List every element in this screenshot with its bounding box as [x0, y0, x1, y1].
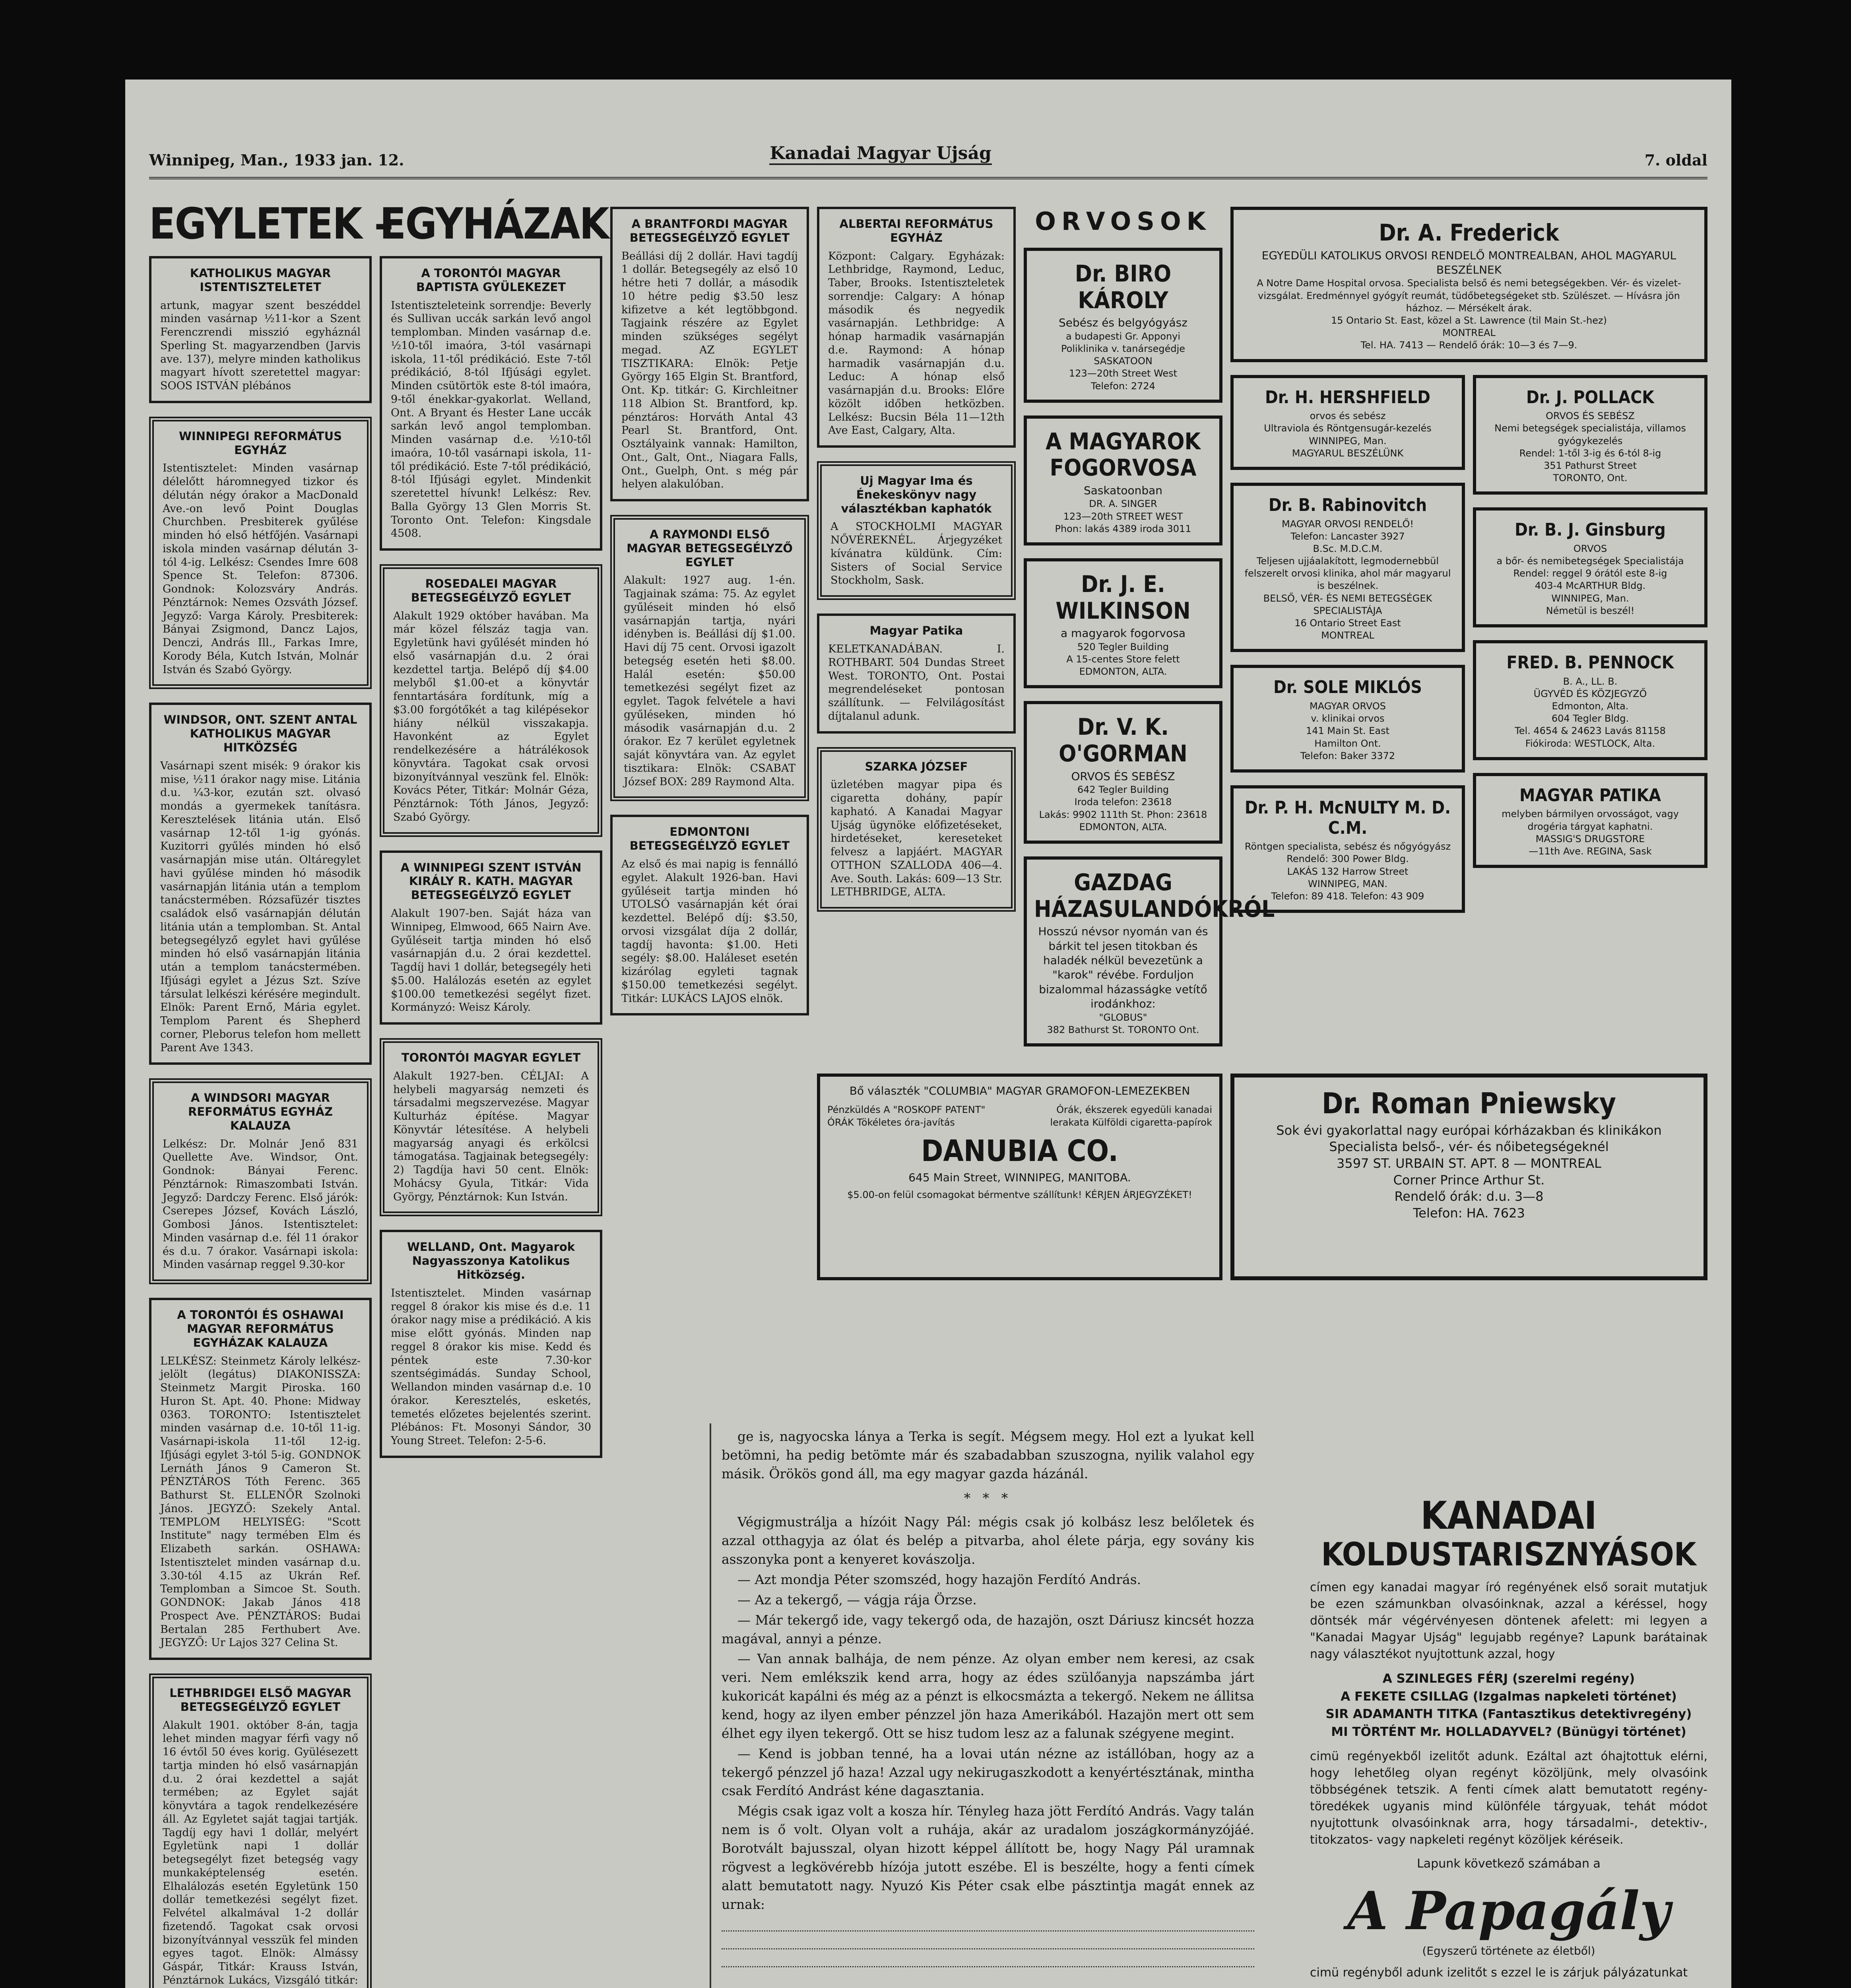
- frederick-ad-slot: [1230, 207, 1707, 362]
- story-paragraph: Mégis csak igaz volt a kosza hír. Tényleg haza jött Ferdító András. Vagy talán nem is ő volt. Olyan volt a ruhája, akár az uradalom joszágkormányzójáé. Borotvált bajusszal, olyan hizott képpel állított be, hogy Nagy Pál uramnak rögvest a legkövérebb hízója jutott eszébe. El is beszélte, hogy a fenti címek alatt bemutatott nagy. Nyuzó Kis Péter csak elbe pásztintja magát ennek az urnak:: [722, 1803, 1254, 1912]
- ad-line: 604 Tegler Bldg.: [1551, 713, 1629, 724]
- ad-name: Dr. J. E. WILKINSON: [1055, 571, 1191, 624]
- section-title-right: EGYHÁZAK: [380, 199, 609, 249]
- notice-box: [817, 461, 1016, 600]
- notice-body: Alakult 1927-ben. CÉLJAI: A helybeli magyarság nemzeti és társadalmi megszervezése. Magyar Kulturház építése. Magyar Könyvtár létesítése. A helybeli magyarság anyagi és erkölcsi támogatása. Tagjainak betegsegély: 2) Tagdíja havi 50 cent. Elnök: Mohácsy Gyula, Titkár: Vida György, Pénztárnok: Kun István.: [393, 1070, 589, 1203]
- ad-line: Telefon: Baker 3372: [1300, 750, 1395, 761]
- notice-title: LETHBRIDGEI ELSŐ MAGYAR BETEGSEGÉLYZŐ EGYLET: [169, 1686, 351, 1714]
- novel-title: MI TÖRTÉNT Mr. HOLLADAYVEL? (Bünügyi történet): [1331, 1725, 1686, 1740]
- doctor-ad: [1024, 701, 1222, 844]
- column-3-blocks: [610, 207, 809, 1015]
- ad-line: Röntgen specialista, sebész és nőgyógyász: [1244, 841, 1451, 852]
- ad-name: Dr. P. H. McNULTY M. D. C.M.: [1244, 797, 1451, 838]
- section-title-left: EGYLETEK –: [149, 199, 393, 249]
- pniewsky-line: 3597 ST. URBAIN ST. APT. 8 — MONTREAL: [1337, 1155, 1601, 1171]
- notice-title: Magyar Patika: [869, 624, 963, 638]
- notice-title: EDMONTONI BETEGSEGÉLYZŐ EGYLET: [629, 825, 790, 853]
- section-stars: * * *: [964, 1490, 1012, 1506]
- notice-body: Beállási díj 2 dollár. Havi tagdíj 1 dollár. Betegsegély az első 10 hétre heti 7 dollár, a második 10 hétre pedig $3.50 lesz kifizetve a két legtöbbgond. Tagjaink részére az Egylet minden szükséges segélyt megad. AZ EGYLET TISZTIKARA: Elnök: Petje György 165 Elgin St. Brantford, Ont. Kp. titkár: G. Kirchleitner 118 Albion St. Brantford, kp. pénztáros: Horváth Antal 43 Pearl St. Brantford, Ont. Osztályaink vannak: Hamilton, Ont., Galt, Ont., Niagara Falls, Ont., Guelph, Ont. s még pár helyen alakulóban.: [621, 250, 798, 491]
- doctor-ad: [1230, 665, 1465, 773]
- notice-body: Központ: Calgary. Egyházak: Lethbridge, Raymond, Leduc, Taber, Brooks. Istentiszteletek sorrendje: Calgary: A hónap második és negyedik vasárnapján. Lethbridge: A hónap harmadik vasárnapján d.e. Raymond: A hónap harmadik vasárnapján d.u. Leduc: A hónap első vasárnapján d.u. Brooks: Előre közölt időben hetközben. Lelkész: Bucsin Béla 11—12th Ave East, Calgary, Alta.: [828, 250, 1005, 437]
- doctor-ad: [1024, 248, 1222, 403]
- dotted-line: [722, 1918, 1254, 1932]
- doctor-ad: [1024, 558, 1222, 688]
- story-body: [722, 1427, 1254, 1914]
- notice-box: [817, 207, 1016, 448]
- ad-name: GAZDAG HÁZASULANDÓKRÓL: [1034, 868, 1275, 922]
- notice-body: Vasárnapi szent misék: 9 órakor kis mise, ½11 órakor nagy mise. Litánia d.u. ¼3-kor, ezután szt. olvasó mondás a gyermekek tanításra. Keresztelések litánia után. Első vasárnap 12-től 1-ig gyónás. Kuzitorri gyűlés minden hó első vasárnapján mise után. Oltáregylet havi gyűlése minden hó második vasárnapján litánia után a templom tanácstermében. Rózsafüzér tisztes családok első vasárnapján délután litánia után a templomban. St. Antal betegsegélyző egylet havi gyűlése minden hó első vasárnapján litánia után a templom tanácstermében. Ifjúsági egylet a Jézus Szt. Szíve társulat lelkészi kérésére megindult. Elnök: Parent Ernő, Mária egylet. Templom Parent és Shepherd corner, Pleborus telefon hom mellett Parent Ave 1343.: [160, 759, 361, 1054]
- column-5: [1024, 207, 1275, 1059]
- column-5-ads: [1024, 248, 1275, 1046]
- ad-line: 16 Ontario Street East: [1294, 617, 1401, 629]
- promo-title-2: KOLDUSTARISZNYÁSOK: [1321, 1536, 1696, 1573]
- column-2-blocks: [380, 256, 602, 1458]
- danubia-name: DANUBIA CO.: [921, 1134, 1118, 1168]
- ad-line: Tel. HA. 7413 — Rendelő órák: 10—3 és 7—9.: [1360, 340, 1577, 351]
- danubia-left: Pénzküldés A "ROSKOPF PATENT" ÓRÁK Tökéletes óra-javítás: [827, 1104, 986, 1128]
- story-paragraph: — Van annak balhája, de nem pénze. Az olyan ember nem keresi, az csak veri. Nem emlékszik kend arra, hogy az édes szülőanyja napszámba járt kukoricát kapálni és még az a pénzt is elkocsmázta a tekergő. Nekem ne állitsa kend, hogy az ilyen ember pénzzel jön haza Amerikából. Hazajön mert ott sem élhet egy ilyen tekergő. Ott se hisz tudom lesz az a falunak szégyene megint.: [722, 1651, 1254, 1741]
- ad-line: Telefon: 89 418. Telefon: 43 909: [1271, 890, 1424, 902]
- ad-line: MASSIG'S DRUGSTORE: [1535, 833, 1645, 845]
- ad-line: Sebész és belgyógyász: [1059, 316, 1187, 330]
- story-paragraph: — Kend is jobban tenné, ha a lovai után nézne az istállóban, hogy az a tekergő pénzzel jő haza! Azzal ugy nekirugaszkodott a kenyértésztának, mintha csak Ferdító Andrást kéne dagasztania.: [722, 1745, 1254, 1799]
- promo-title-1: KANADAI: [1420, 1493, 1597, 1538]
- pniewsky-line: Corner Prince Arthur St.: [1393, 1172, 1545, 1188]
- ad-line: B.Sc. M.D.C.M.: [1313, 543, 1383, 554]
- ad-line: ORVOS ÉS SEBÉSZ: [1071, 769, 1175, 783]
- notice-box: [610, 207, 809, 501]
- story-paragraph: — Azt mondja Péter szomszéd, hogy hazajön Ferdító András.: [737, 1572, 1141, 1588]
- serial-story: [722, 1427, 1254, 1971]
- danubia-footer: $5.00-on felül csomagokat bérmentve szállítunk! KÉRJEN ÁRJEGYZÉKET!: [847, 1189, 1192, 1201]
- notice-body: LELKÉSZ: Steinmetz Károly lelkész-jelölt (legátus) DIAKONISSZA: Steinmetz Margit Piroska. 160 Huron St. Apt. 40. Phone: Midway 0363. TORONTO: Istentisztelet minden vasárnap d.e. 10-től 11-ig. Vasárnapi-iskola 11-től 12-ig. Ifjúsági egylet 3-tól 5-ig. GONDNOK Lernáth János 9 Cameron St. PÉNZTÁROS Tóth Ferenc. 365 Bathurst St. ELLENŐR Szolnoki János. JEGYZŐ: Szekely Antal. TEMPLOM HELYISÉG: "Scott Institute" nagy termében Elm és Elizabeth sarkán. OSHAWA: Istentisztelet minden vasárnap d.u. 3.30-tól 4.15 az Ukrán Ref. Templomban a Simcoe St. South. GONDNOK: Jakab János 418 Prospect Ave. PÉNZTÁROS: Budai Bertalan 285 Ferthubert Ave. JEGYZŐ: Ur Lajos 327 Celina St.: [160, 1355, 361, 1649]
- column-3: [610, 207, 809, 1029]
- notice-title: ALBERTAI REFORMÁTUS EGYHÁZ: [839, 217, 993, 245]
- notice-box: [149, 256, 372, 403]
- novel-list: [1310, 1670, 1707, 1741]
- notice-box: [817, 613, 1016, 733]
- ad-name: Dr. H. HERSHFIELD: [1265, 387, 1431, 408]
- ad-line: a bőr- és nemibetegségek Specialistája: [1496, 555, 1684, 567]
- notice-title: Uj Magyar Ima és Énekeskönyv nagy választékban kaphatók: [841, 474, 992, 515]
- notice-title: ROSEDALEI MAGYAR BETEGSEGÉLYZŐ EGYLET: [411, 577, 571, 604]
- column-1: [149, 199, 393, 1988]
- ad-line: MAGYAR ORVOSI RENDELŐ!: [1281, 518, 1414, 530]
- ad-line: EDMONTON, ALTA.: [1079, 821, 1167, 833]
- ad-line: TORONTO, Ont.: [1553, 472, 1628, 484]
- ad-line: SASKATOON: [1094, 355, 1153, 367]
- ad-line: LAKÁS 132 Harrow Street: [1287, 866, 1409, 877]
- column-6-right: [1473, 375, 1707, 926]
- column-2: [380, 199, 609, 1472]
- ad-line: Hosszú névsor nyomán van és bárkit tel jesen titokban és haladék nélkül bevezetünk a "karok" révébe. Forduljon bizalommal házasságke vetítő irodánkhoz:: [1038, 925, 1208, 1011]
- column-6: [1230, 207, 1707, 926]
- ad-line: a magyarok fogorvosa: [1061, 627, 1185, 640]
- pniewsky-line: Specialista belső-, vér- és nőibetegségeknél: [1329, 1139, 1609, 1155]
- ad-line: Teljesen ujjáalakított, legmodernebbül felszerelt orvosi klinika, ahol már magyarul is beszélnek.: [1244, 555, 1451, 592]
- notice-title: WINDSOR, ONT. SZENT ANTAL KATHOLIKUS MAGYAR HITKÖZSÉG: [163, 713, 357, 755]
- notice-title: SZARKA JÓZSEF: [865, 759, 968, 773]
- ad-line: Tel. 4654 & 24623 Lavás 81158: [1515, 725, 1666, 737]
- ad-line: Rendel: 1-től 3-ig és 6-tól 8-ig: [1519, 447, 1661, 459]
- notice-title: A TORONTÓI ÉS OSHAWAI MAGYAR REFORMÁTUS EGYHÁZAK KALAUZA: [177, 1308, 344, 1349]
- doctor-ad: [1473, 640, 1707, 760]
- notice-box: [380, 256, 602, 551]
- notice-body: Alakult 1907-ben. Saját háza van Winnipeg, Elmwood, 665 Nairn Ave. Gyűléseit tartja minden hó első vasárnapján d.u. 2 órai kezdettel. Tagdíj havi 1 dollár, betegsegély heti $5.00. Halálozás esetén az egylet $100.00 temetkezési segélyt fizet. Kormányzó: Weisz Károly.: [391, 907, 591, 1014]
- doctor-ad: [1473, 507, 1707, 627]
- ad-line: WINNIPEG, Man.: [1551, 592, 1629, 604]
- ad-line: MAGYAR ORVOS: [1310, 701, 1386, 712]
- notice-title: A WINDSORI MAGYAR REFORMÁTUS EGYHÁZ KALAUZA: [188, 1091, 333, 1132]
- notice-title: WINNIPEGI REFORMÁTUS EGYHÁZ: [179, 429, 342, 457]
- notice-box: [149, 1298, 372, 1660]
- notice-title: KATHOLIKUS MAGYAR ISTENTISZTELETET: [190, 266, 331, 294]
- promo-next: Lapunk következő számában a: [1417, 1857, 1601, 1871]
- ad-line: 351 Pathurst Street: [1544, 460, 1637, 471]
- doctor-ad: [1473, 375, 1707, 495]
- ad-line: DR. A. SINGER: [1089, 498, 1157, 510]
- danubia-right: Órák, ékszerek egyedüli kanadai lerakata Külföldi cigaretta-papírok: [1050, 1104, 1212, 1128]
- ad-line: Edmonton, Alta.: [1552, 701, 1629, 712]
- ad-line: melyben bármilyen orvosságot, vagy drogéria tárgyat kaphatni.: [1502, 808, 1679, 832]
- ad-line: Nemi betegségek specialistája, villamos gyógykezelés: [1494, 423, 1686, 447]
- ad-line: Poliklinika v. tanársegédje: [1061, 343, 1185, 354]
- column-1-blocks: [149, 256, 372, 1988]
- column-6-left: [1230, 375, 1465, 926]
- doctor-ad: [1024, 415, 1222, 546]
- page-header: [149, 143, 1707, 175]
- ad-line: 123—20th Street West: [1069, 368, 1178, 379]
- notice-title: A WINNIPEGI SZENT ISTVÁN KIRÁLY R. KATH. MAGYAR BETEGSEGÉLYZŐ EGYLET: [400, 860, 582, 902]
- novel-promo: [1310, 1495, 1707, 1988]
- pniewsky-name: Dr. Roman Pniewsky: [1321, 1087, 1616, 1120]
- ad-line: Hamilton Ont.: [1314, 738, 1381, 749]
- danubia-top: Bő választék "COLUMBIA" MAGYAR GRAMOFON-LEMEZEKBEN: [849, 1084, 1190, 1097]
- novel-title: A FEKETE CSILLAG (Izgalmas napkeleti történet): [1341, 1689, 1677, 1704]
- ad-line: Saskatoonban: [1083, 484, 1163, 497]
- doctor-ad: [1230, 207, 1707, 362]
- ad-name: FRED. B. PENNOCK: [1506, 652, 1674, 673]
- column-4: [817, 207, 1016, 925]
- ad-line: MONTREAL: [1442, 327, 1496, 339]
- notice-box: [149, 1673, 372, 1988]
- ad-line: 141 Main St. East: [1306, 725, 1390, 737]
- ad-line: Telefon: 2724: [1091, 380, 1155, 392]
- pniewsky-ad: [1230, 1074, 1707, 1280]
- doctor-ad: [1230, 785, 1465, 913]
- story-paragraph: — Már tekergő ide, vagy tekergő oda, de hazajön, oszt Dáriusz kincsét hozza magával, annyi a pénze.: [722, 1612, 1254, 1646]
- ad-line: EGYEDÜLI KATOLIKUS ORVOSI RENDELŐ MONTREALBAN, AHOL MAGYARUL BESZÉLNEK: [1261, 248, 1676, 277]
- ad-line: Telefon: Lancaster 3927: [1290, 530, 1405, 542]
- ad-name: Dr. SOLE MIKLÓS: [1273, 677, 1422, 698]
- dotted-line: [722, 1953, 1254, 1967]
- ad-name: Dr. A. Frederick: [1379, 219, 1559, 246]
- notice-box: [149, 1078, 372, 1284]
- page-number: 7. oldal: [1644, 151, 1707, 169]
- notice-body: Lelkész: Dr. Molnár Jenő 831 Quellette Ave. Windsor, Ont. Gondnok: Bányai Ferenc. Pénztárnok: Rimaszombati István. Jegyző: Dardczy Ferenc. Első járók: Cserepes József, Kovách László, Gombosi János. Istentisztelet: Minden vasárnap d.e. fél 11 órakor és d.u. 7 órakor. Vasárnapi iskola: Minden vasárnap reggel 9.30-kor: [163, 1138, 358, 1271]
- ad-line: BELSŐ, VÉR- ÉS NEMI BETEGSÉGEK SPECIALISTÁJA: [1263, 592, 1432, 616]
- ad-line: WINNIPEG, MAN.: [1308, 878, 1387, 889]
- notice-box: [380, 1038, 602, 1216]
- promo-intro: címen egy kanadai magyar író regényének első sorait mutatjuk be ezen számunkban olvasóinknak, azzal a kéréssel, hogy döntsék már végérvényesen döntenek afelett: mi legyen a "Kanadai Magyar Ujság" legujabb regénye? Lapunk barátainak nagy választékot nyujtottunk azzal, hogy: [1310, 1580, 1707, 1661]
- notice-body: Alakult 1901. október 8-án, tagja lehet minden magyar férfi vagy nő 16 évtől 50 éves korig. Gyülésezett tartja minden hó első vasárnapján d.u. 2 órai kezdettel a saját termében; az Egylet saját könyvtára a tagok rendelkezésére áll. Az Egyletet saját tagjai tartják. Tagdíj egy havi 1 dollár, melyért Egyletünk napi 1 dollár betegsegélyt fizet betegség vagy munkaképtelenség esetén. Elhalálozás esetén Egyletünk 150 dollár temetkezési segélyt fizet. Felvétel alkalmával 1-2 dollár fizetendő. Tagokat csak orvosi bizonyítvánnyal vesszük fel minden egyes tagot. Elnök: Almássy Gáspár, Titkár: Krauss István, Pénztárnok Lukács, Vizsgáló titkár:: [163, 1719, 358, 1986]
- ad-line: Rendelő: 300 Power Bldg.: [1286, 853, 1409, 865]
- ad-line: "GLOBUS": [1099, 1011, 1147, 1023]
- ad-line: Németül is beszél!: [1546, 605, 1635, 616]
- promo-body: cimü regényekből izelitőt adunk. Ezáltal azt óhajtottuk elérni, hogy lehetőleg olyan regényt közöljünk, mely olvasóink többségének tetszik. A fenti címek alatt bemutatott regény-töredékek ugyanis mind különféle tárgyuak, tehát módot nyujtottunk olvasóinknak arra, hogy társadalmi-, detektiv-, titokzatos- vagy napkeleti regényt közöljek kéréseik.: [1310, 1749, 1707, 1847]
- newspaper-page: [125, 80, 1731, 1988]
- orvosok-heading: ORVOSOK: [1035, 207, 1211, 236]
- danubia-ad: [817, 1074, 1222, 1280]
- notice-title: A BRANTFORDI MAGYAR BETEGSEGÉLYZŐ EGYLET: [629, 217, 790, 245]
- ad-line: Fiókiroda: WESTLOCK, Alta.: [1525, 738, 1655, 749]
- notice-title: TORONTÓI MAGYAR EGYLET: [401, 1051, 581, 1065]
- pniewsky-line: Telefon: HA. 7623: [1413, 1205, 1525, 1221]
- ad-line: ORVOS: [1573, 543, 1607, 554]
- ad-line: 123—20th STREET WEST: [1063, 511, 1183, 522]
- notice-title: A TORONTÓI MAGYAR BAPTISTA GYÜLEKEZET: [416, 266, 566, 294]
- doctor-ad: [1230, 375, 1465, 470]
- header-dateline: Winnipeg, Man., 1933 jan. 12.: [149, 151, 404, 169]
- ad-name: Dr. BIRO KÁROLY: [1075, 260, 1172, 314]
- ad-name: MAGYAR PATIKA: [1519, 785, 1661, 806]
- ad-line: Phon: lakás 4389 iroda 3011: [1055, 523, 1191, 534]
- ad-line: 15 Ontario St. East, közel a St. Lawrence (til Main St.-hez): [1331, 315, 1607, 326]
- ad-line: Ultraviola és Röntgensugár-kezelés: [1264, 423, 1432, 434]
- notice-box: [610, 515, 809, 801]
- papagaly-subtitle: (Egyszerű története az életből): [1422, 1944, 1595, 1958]
- ad-line: A 15-centes Store felett: [1066, 653, 1180, 665]
- papagaly-title: A Papagály: [1347, 1880, 1671, 1942]
- ad-line: A Notre Dame Hospital orvosa. Specialista belső és nemi betegségekben. Vér- és vizelet-vizsgálat. Eredménnyel gyógyít reumát, tüdőbetegségeket stb. Szülészet. — Hívásra jön házhoz. — Mérsékelt árak.: [1257, 278, 1681, 314]
- ad-line: Lakás: 9902 111th St. Phon: 23618: [1039, 809, 1207, 820]
- notice-body: Istentiszteleteink sorrendje: Beverly és Sullivan uccák sarkán levő angol templomban. Minden vasárnap d.e. ½10-től imaóra, 3-tól vasárnapi iskola, 11-től prédikáció. Este 7-től prédikáció, 8-tól Ifjúsági egylet. Minden csütörtök este 8-tól imaóra, 9-től énekkar-gyakorlat. Welland, Ont. A Bryant és Hester Lane uccák sarkán levő angol templomban. Minden vasárnap d.e. ½10-től imaóra, 10-től vasárnapi iskola, 11-től prédikáció. Este 7-től prédikáció, 8-tól Ifjúsági egylet. Mindenkit szeretettel hívunk! Lelkész: Rev. Balla György 13 Glen Morris St. Toronto Ont. Telefon: Kingsdale 4508.: [391, 299, 591, 540]
- notice-box: [149, 417, 372, 689]
- story-paragraph: Végigmustrálja a hízóit Nagy Pál: mégis csak jó kolbász lesz belőletek és azzal otthagyja az ólat és belép a pitvarba, ahol élete párja, egy sovány kis asszonyka pont a kenyeret kovászolja.: [722, 1514, 1254, 1567]
- notice-body: üzletében magyar pipa és cigaretta dohány, papír kapható. A Kanadai Magyar Ujság ügynöke előfizetéseket, hirdetéseket, kereseteket felvesz a lapjáért. MAGYAR OTTHON SZALLODA 406—4. Ave. South. Lakás: 609—13 Str. LETHBRIDGE, ALTA.: [830, 779, 1002, 899]
- ad-line: 520 Tegler Building: [1077, 641, 1169, 652]
- column-4-blocks: [817, 207, 1016, 912]
- ad-line: WINNIPEG, Man.: [1309, 435, 1387, 447]
- pniewsky-line: Sok évi gyakorlattal nagy európai kórházakban és klinikákon: [1276, 1122, 1662, 1138]
- danubia-row: [827, 1104, 1212, 1128]
- ad-line: EDMONTON, ALTA.: [1079, 666, 1167, 678]
- ad-name: Dr. V. K. O'GORMAN: [1059, 713, 1187, 767]
- ad-line: —11th Ave. REGINA, Sask: [1529, 845, 1652, 857]
- ad-line: Rendel: reggel 9 órától este 8-ig: [1513, 568, 1667, 579]
- notice-box: [149, 703, 372, 1065]
- doctor-ad: [1230, 483, 1465, 652]
- notice-box: [380, 564, 602, 837]
- column-6-grid: [1230, 375, 1707, 926]
- notice-body: KELETKANADÁBAN. I. ROTHBART. 504 Dundas Street West. TORONTO, Ont. Postai megrendeléseket pontosan szállítunk. — Felvilágosítást díjtalanul adunk.: [828, 643, 1005, 722]
- notice-box: [817, 747, 1016, 912]
- notice-title: WELLAND, Ont. Magyarok Nagyasszonya Katolikus Hitközség.: [407, 1240, 575, 1281]
- ad-name: Dr. B. J. Ginsburg: [1515, 520, 1666, 540]
- ad-line: orvos és sebész: [1310, 410, 1386, 422]
- ad-line: MAGYARUL BESZÉLÜNK: [1292, 447, 1404, 459]
- ad-name: Dr. B. Rabinovitch: [1268, 495, 1427, 515]
- danubia-address: 645 Main Street, WINNIPEG, MANITOBA.: [908, 1171, 1131, 1184]
- ad-line: 382 Bathurst St. TORONTO Ont.: [1047, 1024, 1199, 1035]
- notice-box: [380, 1230, 602, 1458]
- pniewsky-lines: [1242, 1122, 1696, 1222]
- ad-name: A MAGYAROK FOGORVOSA: [1046, 427, 1201, 481]
- ad-line: ÜGYVÉD ÉS KÖZJEGYZŐ: [1533, 688, 1647, 699]
- story-left-rule: [710, 1423, 711, 1988]
- notice-box: [610, 815, 809, 1015]
- notice-box: [380, 850, 602, 1025]
- novel-title: A SZINLEGES FÉRJ (szerelmi regény): [1382, 1671, 1635, 1686]
- notice-body: Alakult 1929 október havában. Ma már közel félszáz tagja van. Egyletünk havi gyűlését minden hó első vasárnapján d.u. 2 órai kezdettel tartja. Belépő díj $4.00 melyből $1.00-et a könyvtár fenntartására fordítunk, míg a $3.00 forgótőkét a tag kilépésekor hiány nélkül visszakapja. Havonként az Egylet rendelkezésére a hátrálékosok könyvtára. Tagokat csak orvosi bizonyítvánnyal veszünk fel. Elnök: Kovács Péter, Titkár: Molnár Géza, Pénztárnok: Tóth János, Jegyző: Szabó György.: [393, 610, 589, 823]
- notice-body: Az első és mai napig is fennálló egylet. Alakult 1926-ban. Havi gyűléseit tartja minden hó UTOLSÓ vasárnapján két órai kezdettel. Belépő díj: $3.50, orvosi vizsgálat díja 2 dollár, tagdíj havonta: $1.00. Heti segély: $8.00. Haláleset esetén kizárólag egyleti tagnak $150.00 temetkezési segélyt. Titkár: LUKÁCS LAJOS elnök.: [621, 858, 798, 1005]
- ad-line: 642 Tegler Building: [1077, 784, 1169, 796]
- header-rule: [149, 177, 1707, 183]
- story-paragraph: ge is, nagyocska lánya a Terka is segít. Mégsem megy. Hol ezt a lyukat kell betömni, ha pedig betömte már és szabadabban szuszogna, nyilik valahol egy másik. Örökös gond áll, ma egy magyar gazda házánál.: [722, 1429, 1254, 1481]
- ad-name: Dr. J. POLLACK: [1526, 387, 1654, 408]
- novel-title: SIR ADAMANTH TITKA (Fantasztikus detektivregény): [1325, 1707, 1692, 1722]
- doctor-ad: [1024, 856, 1275, 1046]
- doctor-ad: [1473, 773, 1707, 868]
- notice-title: A RAYMONDI ELSŐ MAGYAR BETEGSEGÉLYZŐ EGYLET: [627, 528, 793, 569]
- notice-body: Alakult: 1927 aug. 1-én. Tagjainak száma: 75. Az egylet gyűléseit minden hó első vasárnapján tartja, nyári idényben is. Beállási díj $1.00. Havi díj 75 cent. Orvosi igazolt betegség esetén heti $8.00. Halál esetén: $50.00 temetkezési segélyt fizet az egylet. Tagok felvétele a havi gyűléseken, minden hó második vasárnapján d.u. 2 órakor. Ez 7 kerület egyletnek saját könyvtára van. Az egylet tisztikara: Elnök: CSABAT József BOX: 289 Raymond Alta.: [624, 574, 796, 788]
- notice-body: A STOCKHOLMI MAGYAR NŐVÉREKNÉL. Árjegyzéket kívánatra küldünk. Cím: Sisters of Social Service Stockholm, Sask.: [830, 520, 1002, 587]
- promo-close: cimü regényből adunk izelitőt s ezzel le is zárjuk pályázatunkat: [1310, 1966, 1688, 1980]
- notice-body: artunk, magyar szent beszéddel minden vasárnap ½11-kor a Szent Ferenczrendi misszió egyháznál Sperling St. magyarzendben (Jarvis ave. 137), melyre minden katholikus magyart hívott szeretettel magyar: SOOS ISTVÁN plébános: [160, 299, 361, 392]
- ad-line: B. A., LL. B.: [1563, 676, 1618, 687]
- ad-line: v. klinikai orvos: [1311, 713, 1385, 724]
- ad-line: a budapesti Gr. Apponyi: [1065, 330, 1181, 342]
- ad-line: MONTREAL: [1321, 630, 1374, 641]
- dotted-line: [722, 1936, 1254, 1949]
- ad-line: Iroda telefon: 23618: [1074, 796, 1172, 808]
- pniewsky-line: Rendelő órák: d.u. 3—8: [1394, 1189, 1544, 1204]
- masthead-logo: Kanadai Magyar Ujság: [769, 143, 992, 165]
- notice-body: Istentisztelet: Minden vasárnap délelőtt háromnegyed tizkor és délután négy órakor a MacDonald Ave.-on levő Point Douglas Churchben. Presbiterek gyűlése minden hó első hétfőjén. Vasárnapi iskola minden vasárnap délután 3-tól 4-ig. Lelkész: Csendes Imre 608 Spence St. Telefon: 87306. Gondnok: Kolozsváry András. Pénztárnok: Nemes Ozsváth József. Jegyző: Varga Károly. Presbiterek: Bányai Zsigmond, Dancz Lajos, Denczi, András Ill., Farkas Imre, Korody Béla, Kutch István, Molnár István és Szabó György.: [163, 462, 358, 676]
- ad-line: ORVOS ÉS SEBÉSZ: [1546, 410, 1635, 422]
- ad-line: 403-4 McARTHUR Bldg.: [1535, 580, 1646, 592]
- notice-body: Istentisztelet. Minden vasárnap reggel 8 órakor kis mise és d.e. 11 órakor nagy mise a prédikáció. A kis mise előtt gyónás. Minden nap reggel 8 órakor kis mise. Kedd és péntek este 7.30-kor szentségimádás. Sunday School, Wellandon minden vasárnap d.e. 10 órakor. Keresztelés, esketés, temetés előzetes bejelentés szerint. Plébános: Ft. Mosonyi Sándor, 30 Young Street. Telefon: 2-5-6.: [391, 1287, 591, 1447]
- story-paragraph: — Az a tekergő, — vágja rája Örzse.: [737, 1592, 977, 1607]
